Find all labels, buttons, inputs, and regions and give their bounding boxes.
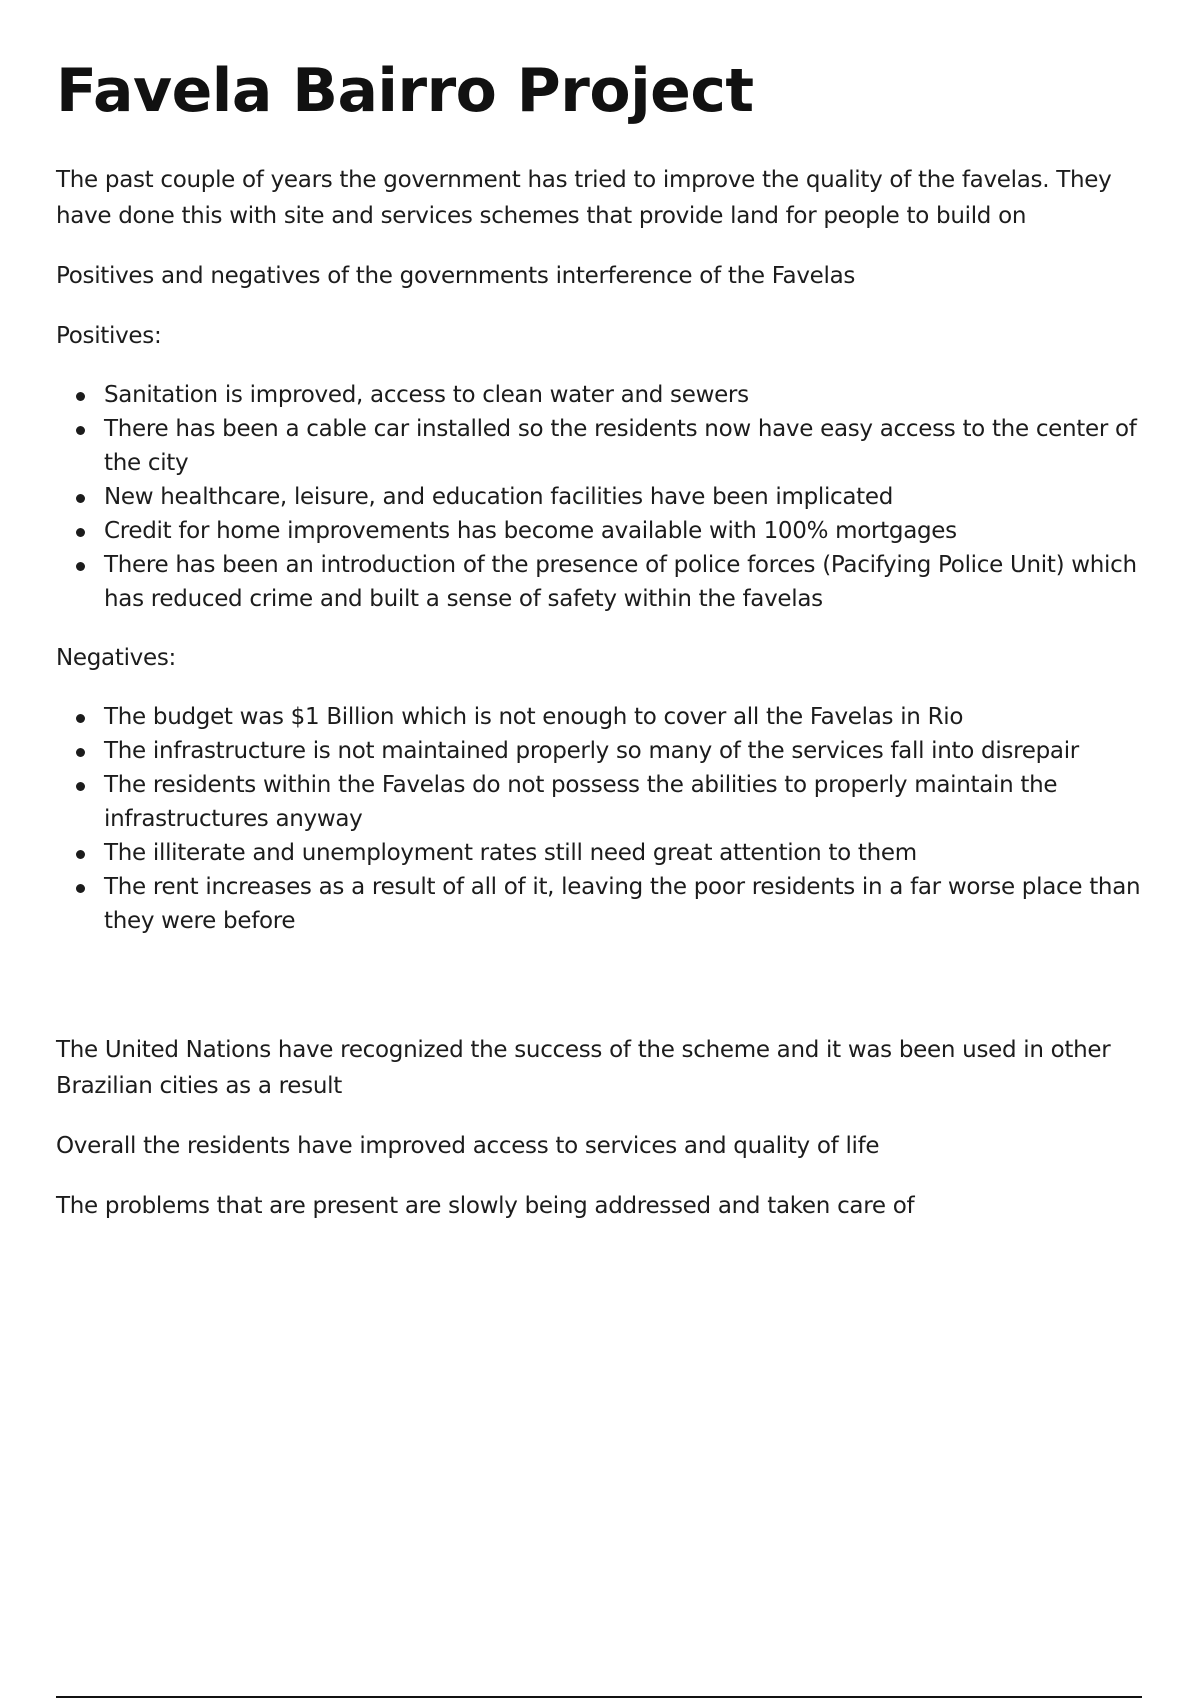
list-item <box>104 514 1146 548</box>
list-item-text: There has been an introduction of the presence of police forces (Pacifying Police Unit) which has reduced crime and built a sense of safety within the favelas <box>104 552 1137 612</box>
section-spacer <box>56 962 1146 1032</box>
bullet-icon <box>76 562 85 571</box>
intro-paragraph: The past couple of years the government has tried to improve the quality of the favelas. They have done this with site and services schemes that provide land for people to build on <box>56 167 1112 229</box>
bullet-icon <box>76 426 85 435</box>
list-item <box>104 734 1146 768</box>
list-item <box>104 480 1146 514</box>
list-item-text: The rent increases as a result of all of it, leaving the poor residents in a far worse place than they were before <box>104 874 1141 934</box>
list-item-text: There has been a cable car installed so the residents now have easy access to the center of the city <box>104 416 1137 476</box>
negatives-label: Negatives: <box>56 645 176 671</box>
list-item-text: Credit for home improvements has become available with 100% mortgages <box>104 518 957 544</box>
list-item-text: The budget was $1 Billion which is not enough to cover all the Favelas in Rio <box>104 704 964 730</box>
footer-divider <box>56 1696 1142 1698</box>
list-item <box>104 836 1146 870</box>
page-title: Favela Bairro Project <box>56 56 754 126</box>
bullet-icon <box>76 392 85 401</box>
list-item-text: New healthcare, leisure, and education facilities have been implicated <box>104 484 894 510</box>
positives-label: Positives: <box>56 323 162 349</box>
list-item <box>104 700 1146 734</box>
list-item-text: The illiterate and unemployment rates still need great attention to them <box>104 840 917 866</box>
bullet-icon <box>76 714 85 723</box>
conclusion-paragraph-un: The United Nations have recognized the success of the scheme and it was been used in other Brazilian cities as a result <box>56 1037 1111 1099</box>
bullet-icon <box>76 748 85 757</box>
bullet-icon <box>76 850 85 859</box>
list-item-text: The residents within the Favelas do not possess the abilities to properly maintain the infrastructures anyway <box>104 772 1058 832</box>
document-page <box>56 58 1146 1248</box>
bullet-icon <box>76 494 85 503</box>
bullet-icon <box>76 782 85 791</box>
bullet-icon <box>76 884 85 893</box>
conclusion-paragraph-overall: Overall the residents have improved access to services and quality of life <box>56 1133 880 1159</box>
list-item <box>104 768 1146 836</box>
list-item <box>104 378 1146 412</box>
list-item-text: The infrastructure is not maintained properly so many of the services fall into disrepair <box>104 738 1079 764</box>
positives-list <box>56 378 1146 616</box>
list-item <box>104 412 1146 480</box>
list-item <box>104 870 1146 938</box>
subheading-paragraph: Positives and negatives of the governments interference of the Favelas <box>56 263 856 289</box>
bullet-icon <box>76 528 85 537</box>
list-item <box>104 548 1146 616</box>
negatives-list <box>56 700 1146 938</box>
list-item-text: Sanitation is improved, access to clean water and sewers <box>104 382 749 408</box>
conclusion-paragraph-problems: The problems that are present are slowly being addressed and taken care of <box>56 1193 915 1219</box>
